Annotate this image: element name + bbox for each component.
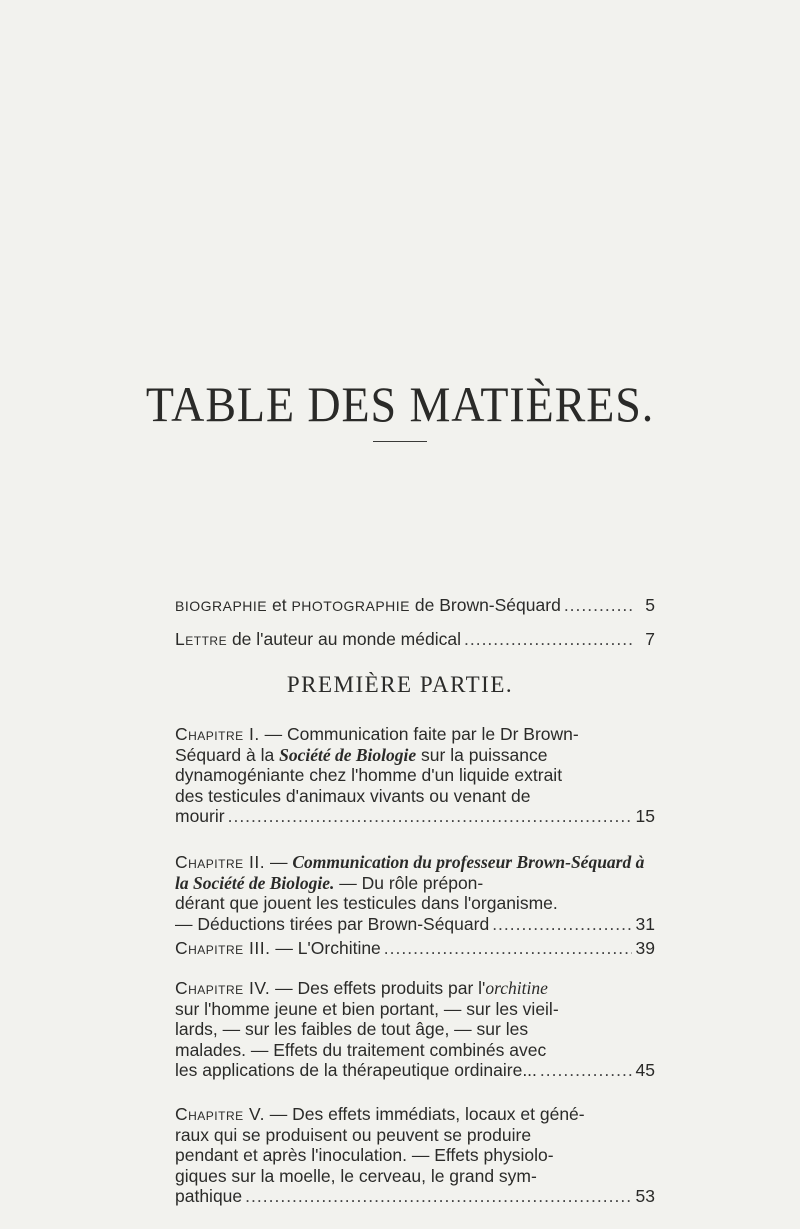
page-number: 53 <box>635 1186 655 1206</box>
page-number: 31 <box>635 913 655 934</box>
chapter-text: pathique <box>175 1186 243 1206</box>
chapter-text: raux qui se produisent ou peuvent se produire <box>175 1124 532 1145</box>
title-divider <box>373 441 427 442</box>
chapter-text: — Déductions tirées par Brown-Séquard <box>175 913 490 934</box>
chapter-text: des testicules d'animaux vivants ou venant de <box>175 785 531 806</box>
dot-leader <box>245 1186 632 1207</box>
chapter-label: Chapitre V. <box>175 1104 265 1124</box>
dot-leader <box>228 806 632 827</box>
entry-text: de Brown-Séquard <box>410 595 561 615</box>
chapter-text: — Des effets immédiats, locaux et géné- <box>264 1104 585 1124</box>
chapter-label: Chapitre I. <box>175 724 260 744</box>
toc-entry-chapter-1 <box>175 724 655 827</box>
toc-entry-chapter-3 <box>175 938 655 959</box>
page-number: 45 <box>635 1060 655 1080</box>
chapter-italic: Société de Biologie <box>279 744 417 765</box>
chapter-text: giques sur la moelle, le cerveau, le grand sym- <box>175 1165 537 1186</box>
chapter-text: sur la puissance <box>416 744 548 765</box>
chapter-label: Chapitre IV. <box>175 978 271 998</box>
dot-leader <box>540 1060 632 1081</box>
toc-entry-biographie <box>175 595 655 617</box>
chapter-label: Chapitre II. <box>175 852 266 872</box>
entry-lead: Lettre <box>175 629 228 649</box>
chapter-dash: — <box>265 852 293 872</box>
toc-entry-lettre <box>175 629 655 650</box>
dot-leader <box>492 914 632 935</box>
entry-lead-2: PHOTOGRAPHIE <box>291 598 411 614</box>
chapter-italic: orchitine <box>485 978 548 998</box>
chapter-text: mourir <box>175 806 225 826</box>
dot-leader <box>384 938 632 959</box>
chapter-label: Chapitre III. <box>175 938 271 958</box>
entry-text: de l'auteur au monde médical <box>227 629 461 649</box>
page-number: 5 <box>645 595 655 615</box>
chapter-text: — Des effets produits par l' <box>270 978 486 998</box>
chapter-text: — Du rôle prépon- <box>334 872 484 893</box>
toc-entry-chapter-2 <box>175 852 655 934</box>
dot-leader <box>464 629 632 650</box>
page-number: 7 <box>645 629 655 649</box>
chapter-text: dérant que jouent les testicules dans l'organisme. <box>175 893 558 913</box>
part-heading: PREMIÈRE PARTIE. <box>286 672 514 697</box>
chapter-text: — Communication faite par le Dr Brown- <box>259 724 579 744</box>
chapter-text: sur l'homme jeune et bien portant, — sur les vieil- <box>175 998 559 1019</box>
page-number: 39 <box>635 938 655 958</box>
toc-entry-chapter-5 <box>175 1104 655 1207</box>
chapter-text: lards, — sur les faibles de tout âge, — sur les <box>175 1019 529 1039</box>
chapter-italic: Communication du professeur Brown-Séquard à la Société de Biologie. <box>175 852 645 893</box>
entry-lead: BIOGRAPHIE <box>175 598 268 614</box>
toc-entry-chapter-4 <box>175 978 655 1081</box>
chapter-text: les applications de la thérapeutique ordinaire... <box>175 1060 537 1080</box>
entry-joiner: et <box>267 595 292 615</box>
chapter-text: pendant et après l'inoculation. — Effets physiolo- <box>175 1145 554 1165</box>
dot-leader <box>564 595 632 616</box>
chapter-text: Séquard à la <box>175 744 280 765</box>
page-number: 15 <box>635 806 655 826</box>
chapter-text: malades. — Effets du traitement combinés avec <box>175 1039 547 1060</box>
page-title: TABLE DES MATIÈRES. <box>145 376 655 432</box>
chapter-text: dynamogéniante chez l'homme d'un liquide extrait <box>175 765 563 785</box>
chapter-text: — L'Orchitine <box>270 938 381 958</box>
